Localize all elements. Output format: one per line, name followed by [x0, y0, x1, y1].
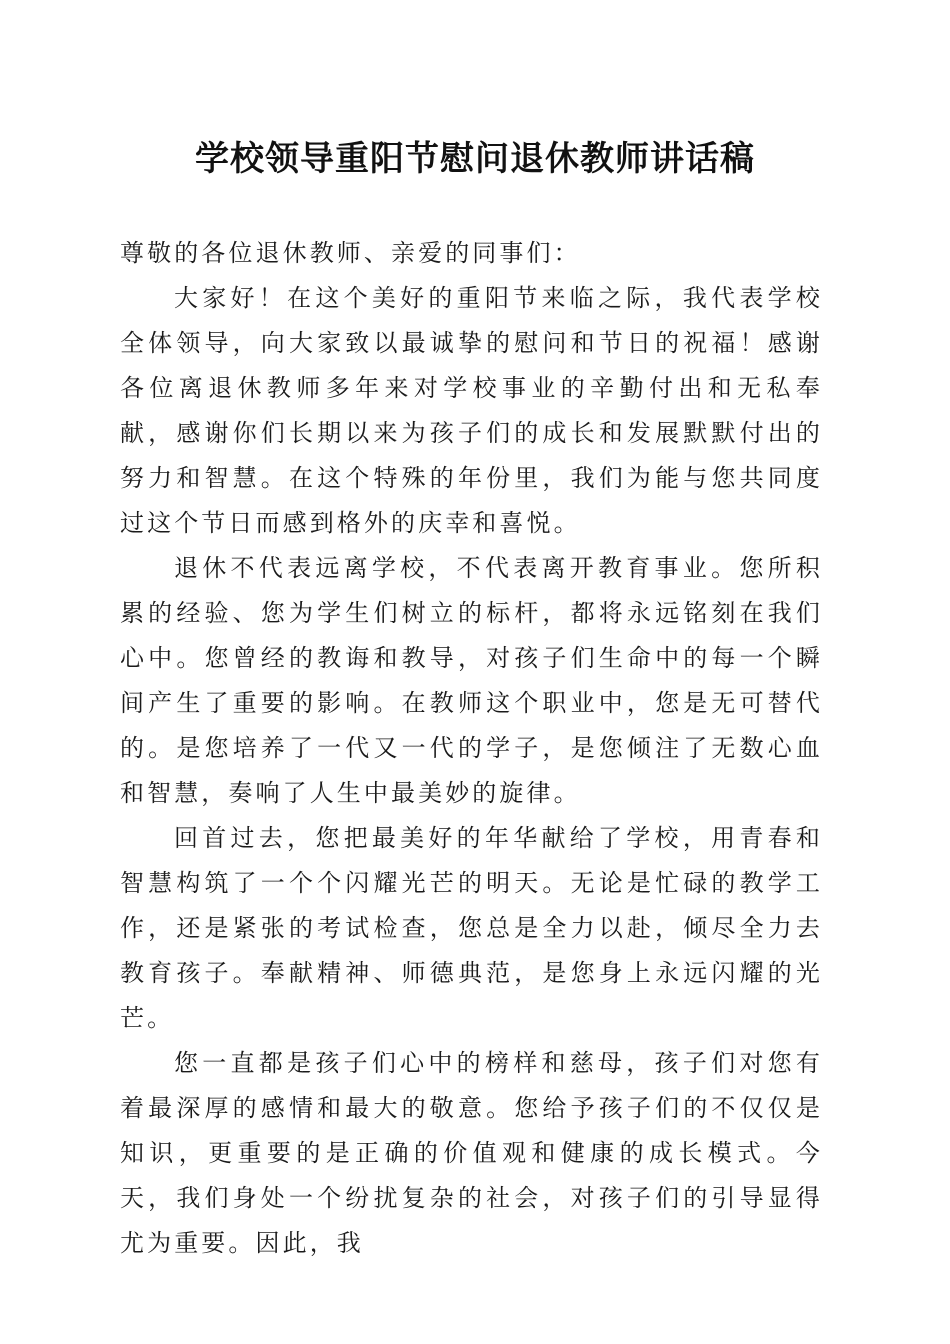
paragraph-2: 退休不代表远离学校，不代表离开教育事业。您所积累的经验、您为学生们树立的标杆，都将永远铭刻在我们心中。您曾经的教诲和教导，对孩子们生命中的每一个瞬间产生了重要的影响。在教师这个职业中，您是无可替代的。是您培养了一代又一代的学子，是您倾注了无数心血和智慧，奏响了人生中最美妙的旋律。: [120, 554, 823, 807]
salutation: 尊敬的各位退休教师、亲爱的同事们：: [120, 239, 581, 267]
document-title: 学校领导重阳节慰问退休教师讲话稿: [195, 139, 755, 179]
paragraph-3: 回首过去，您把最美好的年华献给了学校，用青春和智慧构筑了一个个闪耀光芒的明天。无论是忙碌的教学工作，还是紧张的考试检查，您总是全力以赴，倾尽全力去教育孩子。奉献精神、师德典范，是您身上永远闪耀的光芒。: [120, 824, 823, 1032]
paragraph-1: 大家好！在这个美好的重阳节来临之际，我代表学校全体领导，向大家致以最诚挚的慰问和节日的祝福！感谢各位离退休教师多年来对学校事业的辛勤付出和无私奉献，感谢你们长期以来为孩子们的成长和发展默默付出的努力和智慧。在这个特殊的年份里，我们为能与您共同度过这个节日而感到格外的庆幸和喜悦。: [120, 284, 823, 537]
paragraph-4: 您一直都是孩子们心中的榜样和慈母，孩子们对您有着最深厚的感情和最大的敬意。您给予孩子们的不仅仅是知识，更重要的是正确的价值观和健康的成长模式。今天，我们身处一个纷扰复杂的社会，对孩子们的引导显得尤为重要。因此，我: [120, 1049, 823, 1257]
document-body: [120, 231, 823, 1266]
